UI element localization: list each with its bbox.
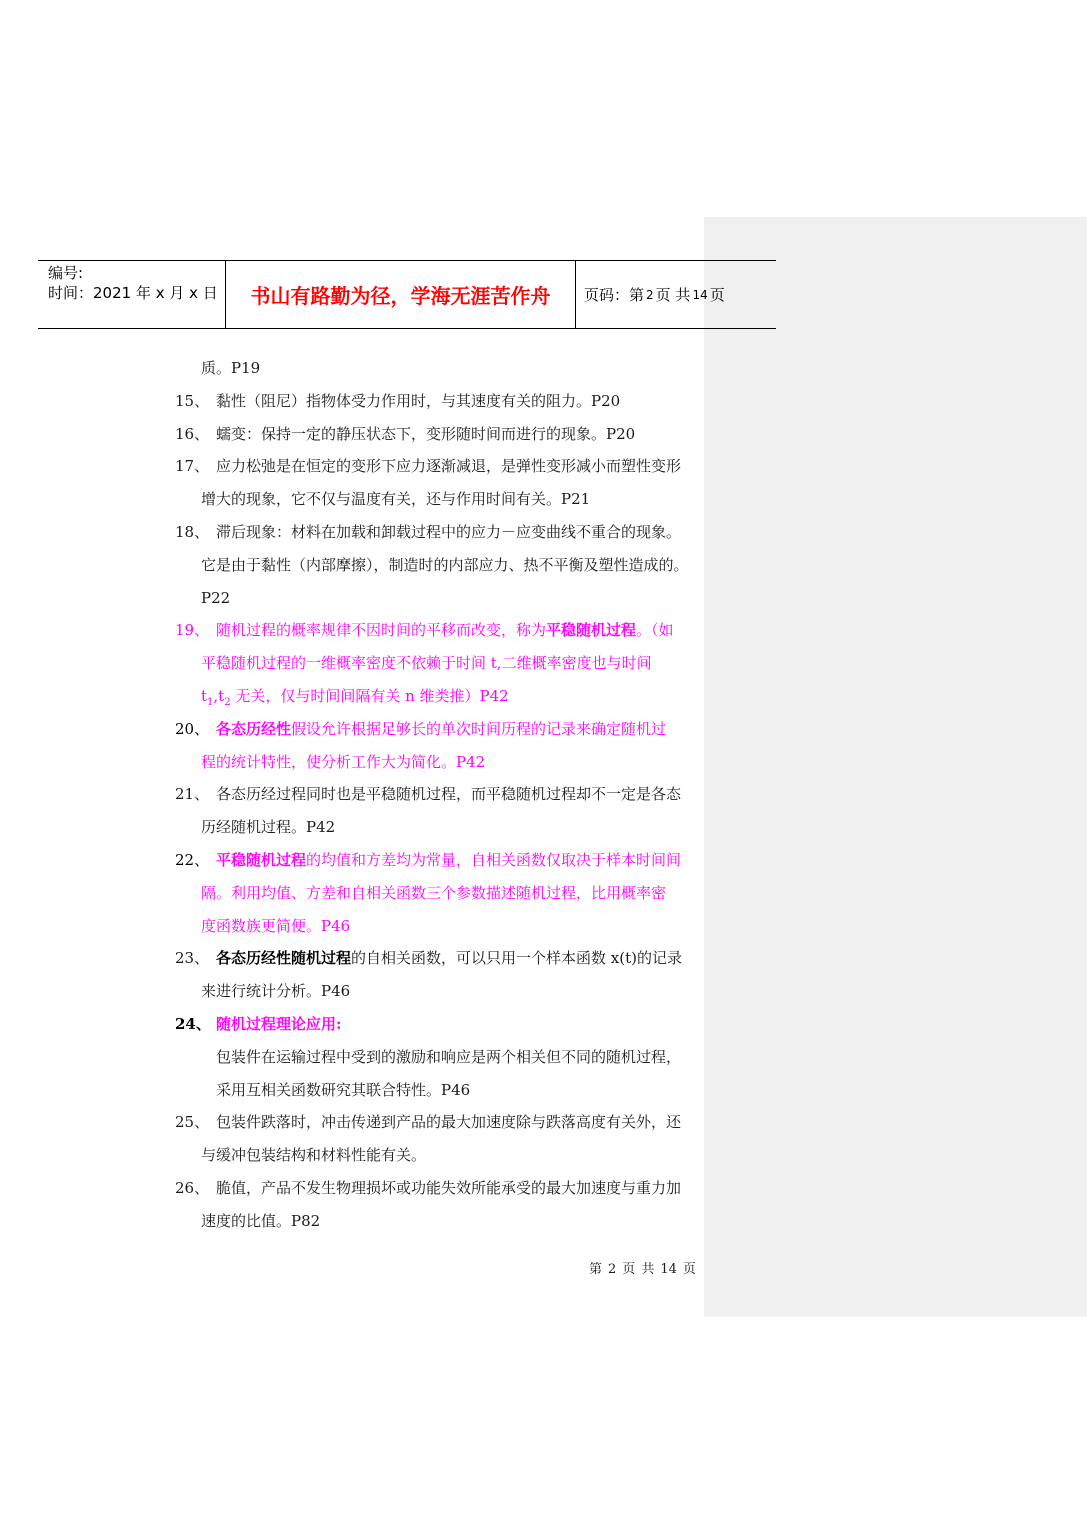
list-item-continuation: 隔。利用均值、方差和自相关函数三个参数描述随机过程，比用概率密 <box>201 883 667 902</box>
list-item-continuation: 程的统计特性，使分析工作大为简化。P42 <box>201 752 486 771</box>
list-item-continuation: 它是由于黏性（内部摩擦），制造时的内部应力、热不平衡及塑性造成的。 <box>201 555 689 574</box>
list-item-continuation: 与缓冲包装结构和材料性能有关。 <box>201 1146 427 1165</box>
list-item: 16、 蠕变：保持一定的静压状态下，变形随时间而进行的现象。P20 <box>175 424 636 443</box>
list-item-continuation: 速度的比值。P82 <box>201 1211 321 1230</box>
footer-page-total: 14 <box>660 1262 677 1277</box>
header-page-info <box>584 261 725 328</box>
list-item: 24、 随机过程理论应用: <box>175 1014 342 1033</box>
list-item-continuation: 包装件在运输过程中受到的激励和响应是两个相关但不同的随机过程， <box>216 1047 682 1066</box>
motto: 书山有路勤为径，学海无涯苦作舟 <box>225 261 576 328</box>
comment-pane <box>704 217 1087 1317</box>
list-item-continuation: 历经随机过程。P42 <box>201 818 336 837</box>
page-header <box>38 260 776 329</box>
list-item-continuation: 来进行统计分析。P46 <box>201 982 351 1001</box>
list-item-continuation: 度函数族更简便。P46 <box>201 916 351 935</box>
list-item: 22、 平稳随机过程的均值和方差均为常量，自相关函数仅取决于样本时间间 <box>175 850 682 869</box>
list-item: 23、 各态历经性随机过程的自相关函数，可以只用一个样本函数 x(t)的记录 <box>175 949 682 968</box>
header-left-cell <box>48 263 224 303</box>
list-item: 26、 脆值，产品不发生物理损坏或功能失效所能承受的最大加速度与重力加 <box>175 1178 682 1197</box>
list-item-continuation: 增大的现象，它不仅与温度有关，还与作用时间有关。P21 <box>201 490 591 509</box>
time-label: 时间：2021 年 x 月 x 日 <box>48 284 218 302</box>
page-suffix: 页 <box>709 286 725 304</box>
page-mid: 页 共 <box>655 286 691 304</box>
list-item: 15、 黏性（阻尼）指物体受力作用时，与其速度有关的阻力。P20 <box>175 391 621 410</box>
page-prefix: 页码：第 <box>584 286 645 304</box>
list-item: 17、 应力松弛是在恒定的变形下应力逐渐减退，是弹性变形减小而塑性变形 <box>175 457 682 476</box>
page-footer: 第 2 页 共 14 页 <box>589 1262 696 1277</box>
list-item-continuation: 平稳随机过程的一维概率密度不依赖于时间 t,二维概率密度也与时间 <box>201 654 652 673</box>
number-label: 编号: <box>48 264 84 282</box>
footer-page-current: 2 <box>608 1262 617 1277</box>
list-item-continuation: $t_1,t_2$ 无关，仅与时间间隔有关 n 维类推）P42 <box>201 686 509 708</box>
list-item: 20、 各态历经性假设允许根据足够长的单次时间历程的记录来确定随机过 <box>175 719 667 738</box>
list-item: 19、 随机过程的概率规律不因时间的平移而改变，称为平稳随机过程。（如 <box>175 621 674 640</box>
list-item: 21、 各态历经过程同时也是平稳随机过程，而平稳随机过程却不一定是各态 <box>175 785 682 804</box>
list-item-continuation: P22 <box>201 588 231 607</box>
list-item-continuation: 采用互相关函数研究其联合特性。P46 <box>216 1080 471 1099</box>
document-body <box>175 352 705 1238</box>
list-item: 质。P19 <box>201 359 261 377</box>
list-item: 18、 滞后现象：材料在加载和卸载过程中的应力－应变曲线不重合的现象。 <box>175 522 682 541</box>
page-total: 14 <box>692 287 708 302</box>
list-item: 25、 包装件跌落时，冲击传递到产品的最大加速度除与跌落高度有关外，还 <box>175 1113 682 1132</box>
page-current: 2 <box>646 287 654 302</box>
